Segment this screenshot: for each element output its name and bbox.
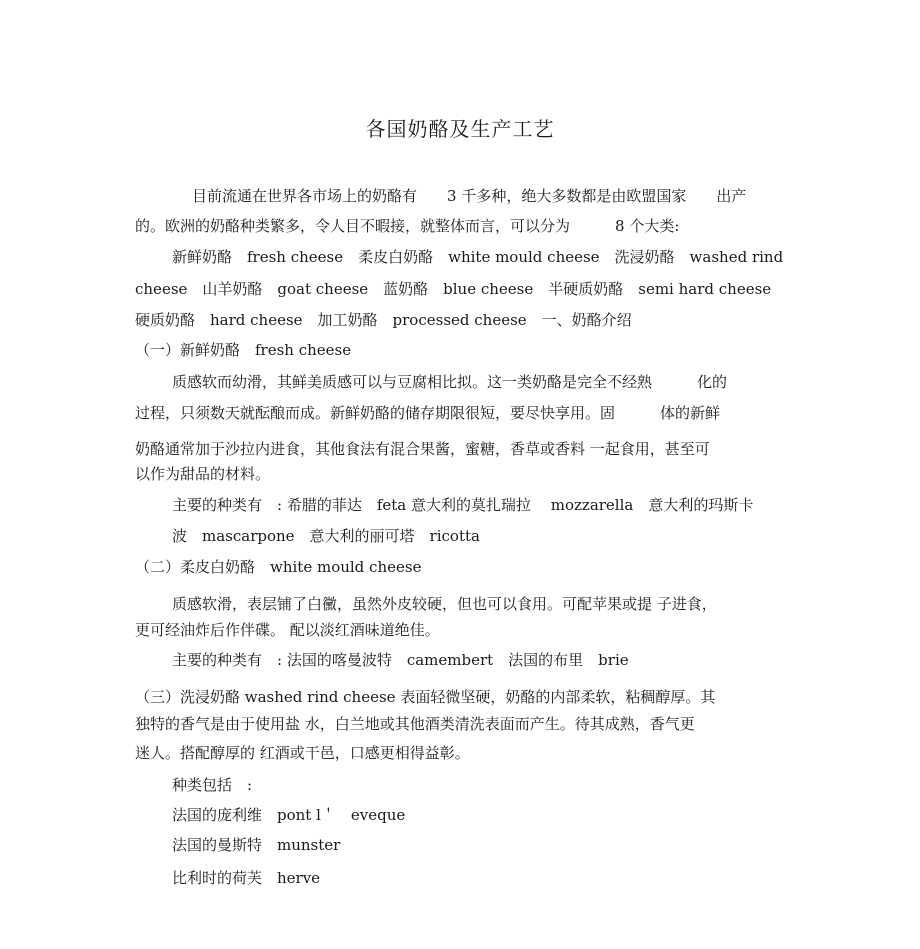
paragraph-line: 更可经油炸后作伴碟。 配以淡红酒味道绝佳。 [135, 621, 440, 639]
paragraph-line: 主要的种类有 : 希腊的菲达 feta 意大利的莫扎瑞拉 mozzarella 意大利的玛斯卡 [172, 496, 754, 514]
paragraph-line: 主要的种类有 : 法国的喀曼波特 camembert 法国的布里 brie [172, 651, 629, 669]
paragraph-line: 质感软滑，表层铺了白黴，虽然外皮较硬，但也可以食用。可配苹果或提 子进食， [172, 595, 717, 613]
paragraph-line: 目前流通在世界各市场上的奶酪有 3 千多种，绝大多数都是由欧盟国家 出产 [192, 187, 747, 205]
paragraph-line: 质感软而幼滑，其鲜美质感可以与豆腐相比拟。这一类奶酪是完全不经熟 化的 [172, 373, 728, 391]
paragraph-line: 奶酪通常加于沙拉内进食，其他食法有混合果酱，蜜糖，香草或香料 一起食用，甚至可 [135, 440, 710, 458]
list-heading: 种类包括 : [172, 776, 253, 794]
paragraph-line: 新鲜奶酪 fresh cheese 柔皮白奶酪 white mould cheese 洗浸奶酪 washed rind [172, 248, 784, 266]
paragraph-line: 迷人。搭配醇厚的 红酒或干邑，口感更相得益彰。 [135, 744, 470, 762]
list-item: 比利时的荷芙 herve [172, 869, 321, 887]
paragraph-line: 独特的香气是由于使用盐 水，白兰地或其他酒类清洗表面而产生。待其成熟，香气更 [135, 715, 695, 733]
paragraph-line: 硬质奶酪 hard cheese 加工奶酪 processed cheese 一、奶酪介绍 [135, 311, 632, 329]
section-heading: （一）新鲜奶酪 fresh cheese [135, 341, 352, 359]
paragraph-line: 的。欧洲的奶酪种类繁多，令人目不暇接，就整体而言，可以分为 8 个大类: [135, 217, 680, 235]
document-title: 各国奶酪及生产工艺 [365, 117, 555, 141]
paragraph-line: 过程，只须数天就酝酿而成。新鲜奶酪的储存期限很短，要尽快享用。固 体的新鲜 [135, 404, 721, 422]
paragraph-line: 以作为甜品的材料。 [135, 465, 271, 483]
section-heading: （二）柔皮白奶酪 white mould cheese [135, 558, 422, 576]
paragraph-line: 波 mascarpone 意大利的丽可塔 ricotta [172, 527, 480, 545]
list-item: 法国的曼斯特 munster [172, 836, 341, 854]
paragraph-line: cheese 山羊奶酪 goat cheese 蓝奶酪 blue cheese 半硬质奶酪 semi hard cheese [135, 280, 772, 298]
list-item: 法国的庞利维 pont l＇ eveque [172, 806, 406, 824]
section-heading: （三）洗浸奶酪 washed rind cheese 表面轻微坚硬，奶酪的内部柔软，粘稠醇厚。其 [135, 688, 716, 706]
